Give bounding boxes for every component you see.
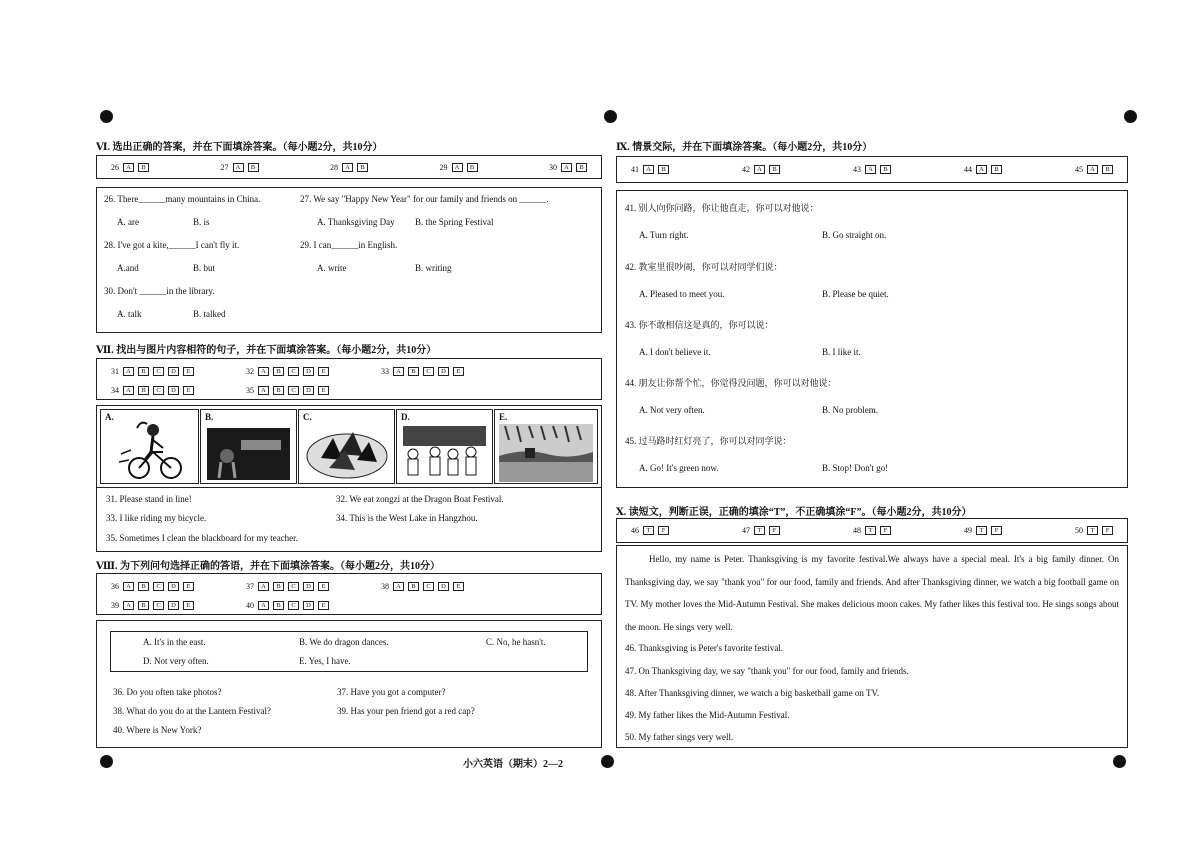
answer-bubble[interactable]: B: [880, 165, 891, 174]
answer-bubble[interactable]: E: [183, 601, 194, 610]
answer-bubble[interactable]: A: [393, 367, 404, 376]
answer-bubble[interactable]: A: [561, 163, 572, 172]
answer-bubble[interactable]: B: [991, 165, 1002, 174]
registration-dot: [1124, 110, 1137, 123]
option: B. Go straight on.: [822, 230, 887, 240]
picture-label: C.: [303, 412, 312, 422]
sentence-34: 34. This is the West Lake in Hangzhou.: [336, 513, 478, 523]
picture-a: [100, 409, 199, 484]
answer-item: [964, 165, 1002, 174]
answer-bubble[interactable]: B: [138, 582, 149, 591]
answer-bubble[interactable]: D: [168, 601, 179, 610]
answer-bubble[interactable]: A: [1087, 165, 1098, 174]
section-7-sentences: [96, 490, 602, 550]
answer-item: [964, 526, 1002, 535]
answer-bubble[interactable]: B: [576, 163, 587, 172]
option: B. is: [193, 217, 210, 227]
answer-number: 47: [742, 526, 750, 535]
answer-bubble[interactable]: A: [258, 386, 269, 395]
answer-item: [631, 526, 669, 535]
section-6-title: Ⅵ. 选出正确的答案，并在下面填涂答案。（每小题2分，共10分）: [96, 142, 383, 153]
option: B. No problem.: [822, 405, 878, 415]
answer-bubble[interactable]: B: [357, 163, 368, 172]
answer-item: [246, 582, 329, 591]
choice-d: D. Not very often.: [143, 656, 209, 666]
answer-bubble[interactable]: A: [233, 163, 244, 172]
answer-bubble[interactable]: A: [452, 163, 463, 172]
statement-46: 46. Thanksgiving is Peter's favorite festival.: [625, 643, 784, 653]
picture-c: [298, 409, 395, 484]
question-28: 28. I've got a kite,______I can't fly it.: [104, 240, 240, 250]
answer-item: [381, 582, 464, 591]
answer-item: [742, 165, 780, 174]
answer-bubble[interactable]: C: [153, 601, 164, 610]
answer-bubble[interactable]: F: [658, 526, 669, 535]
statement-50: 50. My father sings very well.: [625, 732, 734, 742]
option: B. the Spring Festival: [415, 217, 494, 227]
answer-bubble[interactable]: A: [123, 582, 134, 591]
answer-bubble[interactable]: D: [303, 367, 314, 376]
answer-bubble[interactable]: A: [393, 582, 404, 591]
answer-number: 49: [964, 526, 972, 535]
section-7-answer-box: [96, 358, 602, 400]
answer-number: 32: [246, 366, 254, 376]
answer-bubble[interactable]: B: [408, 367, 419, 376]
option: A. Pleased to meet you.: [639, 289, 725, 299]
registration-dot: [604, 110, 617, 123]
answer-bubble[interactable]: E: [183, 386, 194, 395]
answer-bubble[interactable]: A: [258, 601, 269, 610]
question-41: 41. 别人向你问路，你让他直走，你可以对他说：: [625, 203, 819, 213]
answer-item: [246, 386, 329, 395]
reading-passage: Hello, my name is Peter. Thanksgiving is my favorite festival.We always have a special meal. It's a big family dinner. On Thanksgiving day, we say "thank you" for our food, family and friends. And after Thanksgiving dinner, we watch a big football game on TV. My mother loves the Mid-Autumn Festival. She makes delicious moon cakes. My father likes this festival too. He sings songs about the moon. He sings very well.: [625, 554, 1119, 632]
answer-bubble[interactable]: A: [123, 601, 134, 610]
picture-label: D.: [401, 412, 410, 422]
answer-bubble[interactable]: B: [138, 163, 149, 172]
answer-bubble[interactable]: E: [318, 367, 329, 376]
section-8-title: Ⅷ. 为下列问句选择正确的答语，并在下面填涂答案。（每小题2分，共10分）: [96, 561, 440, 572]
picture-label: E.: [499, 412, 508, 422]
answer-bubble[interactable]: F: [1102, 526, 1113, 535]
answer-item: [381, 367, 464, 376]
answer-number: 28: [330, 162, 338, 172]
children-in-line-image: [397, 410, 492, 485]
answer-item: [1075, 165, 1113, 174]
option: A. Go! It's green now.: [639, 463, 719, 473]
answer-row: [97, 361, 601, 381]
answer-bubble[interactable]: E: [318, 582, 329, 591]
answer-bubble[interactable]: B: [273, 601, 284, 610]
picture-label: B.: [205, 412, 214, 422]
answer-choices-box: [110, 631, 588, 672]
answer-bubble[interactable]: A: [976, 165, 987, 174]
section-6-answer-box: [96, 155, 602, 179]
option: A. write: [317, 263, 347, 273]
answer-number: 44: [964, 165, 972, 174]
answer-item: [440, 163, 478, 172]
answer-number: 35: [246, 385, 254, 395]
answer-bubble[interactable]: B: [408, 582, 419, 591]
answer-number: 26: [111, 162, 119, 172]
answer-bubble[interactable]: E: [318, 601, 329, 610]
question-36: 36. Do you often take photos?: [113, 687, 222, 697]
section-9-answer-box: [616, 156, 1128, 183]
picture-e: [494, 409, 598, 484]
answer-bubble[interactable]: A: [258, 367, 269, 376]
answer-bubble[interactable]: F: [880, 526, 891, 535]
answer-bubble[interactable]: B: [1102, 165, 1113, 174]
west-lake-image: [495, 410, 597, 485]
answer-number: 27: [220, 162, 229, 172]
answer-bubble[interactable]: T: [643, 526, 654, 535]
picture-d: [396, 409, 493, 484]
option: A. I don't believe it.: [639, 347, 711, 357]
page-footer: 小六英语（期末）2—2: [463, 759, 563, 770]
option: A. Thanksgiving Day: [317, 217, 395, 227]
answer-bubble[interactable]: C: [153, 582, 164, 591]
answer-bubble[interactable]: C: [288, 601, 299, 610]
answer-bubble[interactable]: T: [865, 526, 876, 535]
answer-bubble[interactable]: E: [318, 386, 329, 395]
picture-strip: [96, 405, 602, 488]
answer-bubble[interactable]: E: [183, 582, 194, 591]
registration-dot: [100, 755, 113, 768]
answer-bubble[interactable]: B: [467, 163, 478, 172]
picture-label: A.: [105, 412, 114, 422]
zongzi-image: [299, 410, 394, 485]
answer-bubble[interactable]: B: [248, 163, 259, 172]
answer-bubble[interactable]: B: [138, 601, 149, 610]
answer-item: [111, 367, 194, 376]
answer-bubble[interactable]: C: [153, 386, 164, 395]
answer-number: 37: [246, 581, 254, 591]
answer-number: 45: [1075, 165, 1083, 174]
question-40: 40. Where is New York?: [113, 725, 202, 735]
statement-47: 47. On Thanksgiving day, we say "thank you" for our food, family and friends.: [625, 666, 909, 676]
option: A. Not very often.: [639, 405, 705, 415]
answer-number: 46: [631, 526, 639, 535]
girl-riding-bicycle-image: [101, 410, 198, 485]
answer-bubble[interactable]: B: [273, 582, 284, 591]
choice-b: B. We do dragon dances.: [299, 637, 389, 647]
question-37: 37. Have you got a computer?: [337, 687, 446, 697]
answer-bubble[interactable]: C: [423, 582, 434, 591]
answer-bubble[interactable]: E: [453, 582, 464, 591]
answer-bubble[interactable]: E: [453, 367, 464, 376]
answer-number: 29: [439, 162, 448, 172]
option: B. Stop! Don't go!: [822, 463, 889, 473]
choice-a: A. It's in the east.: [143, 637, 206, 647]
answer-bubble[interactable]: B: [138, 386, 149, 395]
answer-row: [97, 156, 601, 178]
answer-number: 30: [549, 162, 557, 172]
answer-number: 33: [381, 366, 389, 376]
answer-bubble[interactable]: T: [754, 526, 765, 535]
section-8-answer-box: [96, 573, 602, 615]
answer-item: [111, 386, 194, 395]
section-10-title: Ⅹ. 读短文，判断正误，正确的填涂“T”，不正确填涂“F”。（每小题2分，共10分）: [616, 507, 972, 518]
choice-e: E. Yes, I have.: [299, 656, 351, 666]
answer-bubble[interactable]: B: [273, 367, 284, 376]
section-8-questions: [96, 620, 602, 748]
picture-b: [200, 409, 297, 484]
registration-dot: [601, 755, 614, 768]
answer-item: [549, 163, 587, 172]
answer-bubble[interactable]: A: [754, 165, 765, 174]
option: A.and: [117, 263, 139, 273]
section-7-title: Ⅶ. 找出与图片内容相符的句子，并在下面填涂答案。（每小题2分，共10分）: [96, 345, 437, 356]
answer-bubble[interactable]: A: [258, 582, 269, 591]
question-42: 42. 教室里很吵闹，你可以对同学们说：: [625, 262, 783, 272]
answer-bubble[interactable]: B: [273, 386, 284, 395]
answer-bubble[interactable]: D: [168, 367, 179, 376]
statement-48: 48. After Thanksgiving dinner, we watch a big basketball game on TV.: [625, 688, 880, 698]
sentence-32: 32. We eat zongzi at the Dragon Boat Festival.: [336, 494, 504, 504]
section-9-questions: [616, 190, 1128, 488]
option: B. but: [193, 263, 216, 273]
sentence-31: 31. Please stand in line!: [106, 494, 192, 504]
question-26: 26. There______many mountains in China.: [104, 194, 261, 204]
answer-item: [111, 163, 149, 172]
answer-item: [742, 526, 780, 535]
answer-bubble[interactable]: A: [123, 367, 134, 376]
blackboard-cleaning-image: [201, 410, 296, 485]
answer-bubble[interactable]: C: [288, 386, 299, 395]
answer-row: [97, 596, 601, 614]
answer-number: 38: [381, 581, 389, 591]
answer-item: [221, 163, 259, 172]
question-43: 43. 你不敢相信这是真的，你可以说：: [625, 320, 774, 330]
answer-bubble[interactable]: B: [658, 165, 669, 174]
answer-bubble[interactable]: B: [138, 367, 149, 376]
answer-item: [1075, 526, 1113, 535]
answer-bubble[interactable]: F: [991, 526, 1002, 535]
question-27: 27. We say "Happy New Year" for our family and friends on ______.: [300, 194, 549, 204]
answer-item: [330, 163, 368, 172]
answer-number: 31: [111, 366, 119, 376]
answer-item: [111, 601, 194, 610]
answer-number: 36: [111, 581, 119, 591]
answer-item: [853, 165, 891, 174]
answer-number: 34: [111, 385, 119, 395]
option: B. talked: [193, 309, 226, 319]
question-30: 30. Don't ______in the library.: [104, 286, 215, 296]
answer-bubble[interactable]: A: [342, 163, 353, 172]
answer-row: [617, 519, 1127, 542]
option: B. writing: [415, 263, 452, 273]
statement-49: 49. My father likes the Mid-Autumn Festival.: [625, 710, 790, 720]
answer-bubble[interactable]: F: [769, 526, 780, 535]
answer-bubble[interactable]: C: [153, 367, 164, 376]
answer-number: 41: [631, 165, 639, 174]
option: A. are: [117, 217, 139, 227]
answer-bubble[interactable]: D: [303, 386, 314, 395]
answer-number: 39: [111, 600, 119, 610]
answer-bubble[interactable]: C: [288, 367, 299, 376]
answer-bubble[interactable]: D: [168, 386, 179, 395]
answer-bubble[interactable]: D: [438, 582, 449, 591]
answer-item: [111, 582, 194, 591]
answer-bubble[interactable]: B: [769, 165, 780, 174]
answer-bubble[interactable]: A: [123, 386, 134, 395]
section-10-answer-box: [616, 518, 1128, 543]
answer-number: 43: [853, 165, 861, 174]
section-10-passage-box: [616, 545, 1128, 748]
answer-bubble[interactable]: C: [288, 582, 299, 591]
answer-row: [97, 576, 601, 596]
question-44: 44. 朋友让你帮个忙，你觉得没问题，你可以对他说：: [625, 378, 837, 388]
answer-number: 48: [853, 526, 861, 535]
answer-item: [853, 526, 891, 535]
section-6-questions: [96, 187, 602, 333]
answer-item: [631, 165, 669, 174]
option: B. Please be quiet.: [822, 289, 889, 299]
sentence-33: 33. I like riding my bicycle.: [106, 513, 207, 523]
answer-bubble[interactable]: T: [1087, 526, 1098, 535]
answer-item: [246, 367, 329, 376]
answer-number: 40: [246, 600, 254, 610]
answer-bubble[interactable]: D: [303, 601, 314, 610]
section-9-title: Ⅸ. 情景交际，并在下面填涂答案。（每小题2分，共10分）: [616, 142, 873, 153]
answer-bubble[interactable]: A: [865, 165, 876, 174]
answer-number: 50: [1075, 526, 1083, 535]
choice-c: C. No, he hasn't.: [486, 637, 546, 647]
question-38: 38. What do you do at the Lantern Festival?: [113, 706, 272, 716]
registration-dot: [1113, 755, 1126, 768]
answer-bubble[interactable]: C: [423, 367, 434, 376]
answer-bubble[interactable]: T: [976, 526, 987, 535]
sentence-35: 35. Sometimes I clean the blackboard for my teacher.: [106, 533, 298, 543]
answer-bubble[interactable]: D: [303, 582, 314, 591]
question-39: 39. Has your pen friend got a red cap?: [337, 706, 475, 716]
question-45: 45. 过马路时红灯亮了，你可以对同学说：: [625, 436, 792, 446]
question-29: 29. I can______in English.: [300, 240, 398, 250]
answer-bubble[interactable]: A: [643, 165, 654, 174]
option: B. I like it.: [822, 347, 861, 357]
answer-row: [617, 157, 1127, 182]
registration-dot: [100, 110, 113, 123]
answer-bubble[interactable]: D: [438, 367, 449, 376]
answer-bubble[interactable]: E: [183, 367, 194, 376]
option: A. talk: [117, 309, 142, 319]
answer-item: [246, 601, 329, 610]
answer-row: [97, 381, 601, 399]
answer-bubble[interactable]: D: [168, 582, 179, 591]
answer-number: 42: [742, 165, 750, 174]
option: A. Turn right.: [639, 230, 689, 240]
answer-bubble[interactable]: A: [123, 163, 134, 172]
